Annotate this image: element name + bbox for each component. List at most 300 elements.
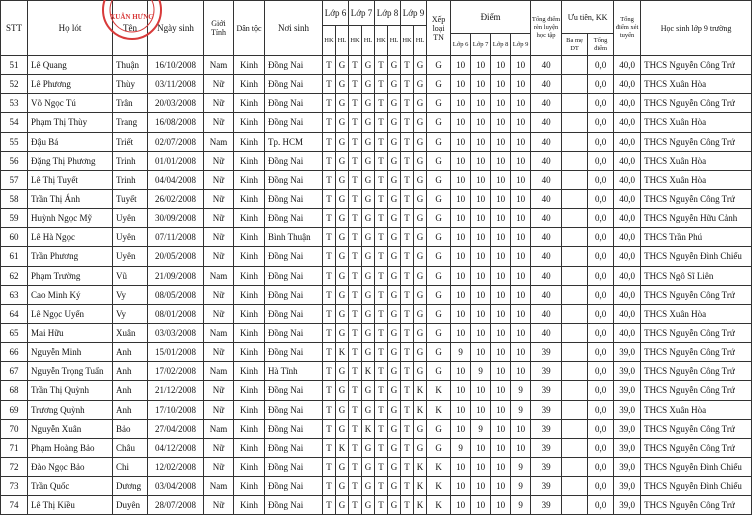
cell-stt: 69: [1, 400, 28, 419]
cell-diem-lop9: 10: [511, 285, 531, 304]
cell-lop6-hl: G: [336, 247, 349, 266]
cell-lop9-hk: T: [401, 419, 414, 438]
cell-diem-lop7: 10: [471, 457, 491, 476]
cell-diem-lop6: 10: [451, 56, 471, 75]
cell-truong: THCS Nguyễn Hữu Cảnh: [641, 209, 752, 228]
cell-tong-diem-xet-tuyen: 40,0: [614, 209, 641, 228]
cell-noi-sinh: Đồng Nai: [265, 189, 323, 208]
cell-lop6-hk: T: [323, 247, 336, 266]
cell-lop9-hk: T: [401, 496, 414, 515]
cell-tong-diem-uu-tien: 0,0: [588, 477, 614, 496]
cell-tong-diem-uu-tien: 0,0: [588, 113, 614, 132]
table-row: [1, 209, 752, 228]
cell-diem-lop9: 10: [511, 209, 531, 228]
cell-tong-diem-xet-tuyen: 40,0: [614, 151, 641, 170]
cell-diem-lop7: 10: [471, 132, 491, 151]
cell-stt: 52: [1, 75, 28, 94]
cell-truong: THCS Nguyễn Công Trứ: [641, 285, 752, 304]
cell-lop6-hl: G: [336, 228, 349, 247]
cell-gioi-tinh: Nữ: [204, 228, 234, 247]
cell-tong-diem-ren-luyen: 40: [531, 304, 562, 323]
cell-stt: 65: [1, 323, 28, 342]
cell-xep-loai-tn: G: [427, 285, 451, 304]
cell-lop6-hk: T: [323, 132, 336, 151]
cell-lop7-hk: T: [349, 477, 362, 496]
cell-gioi-tinh: Nam: [204, 266, 234, 285]
cell-lop8-hl: G: [388, 132, 401, 151]
cell-diem-lop8: 10: [491, 56, 511, 75]
cell-ba-me-dt: [562, 419, 588, 438]
cell-diem-lop7: 10: [471, 496, 491, 515]
cell-diem-lop9: 10: [511, 132, 531, 151]
cell-dan-toc: Kinh: [234, 323, 265, 342]
cell-lop8-hl: G: [388, 362, 401, 381]
cell-lop9-hk: T: [401, 56, 414, 75]
cell-diem-lop7: 10: [471, 113, 491, 132]
cell-lop7-hl: G: [362, 304, 375, 323]
cell-diem-lop9: 9: [511, 400, 531, 419]
cell-xep-loai-tn: G: [427, 94, 451, 113]
cell-tong-diem-ren-luyen: 40: [531, 189, 562, 208]
cell-lop6-hk: T: [323, 381, 336, 400]
cell-diem-lop6: 10: [451, 323, 471, 342]
cell-lop9-hl: G: [414, 438, 427, 457]
cell-tong-diem-uu-tien: 0,0: [588, 247, 614, 266]
cell-lop8-hl: G: [388, 266, 401, 285]
cell-ngay-sinh: 20/05/2008: [148, 247, 204, 266]
cell-lop6-hk: T: [323, 75, 336, 94]
cell-noi-sinh: Đồng Nai: [265, 170, 323, 189]
cell-lop9-hk: T: [401, 343, 414, 362]
cell-ba-me-dt: [562, 209, 588, 228]
cell-dan-toc: Kinh: [234, 75, 265, 94]
cell-ten: Anh: [113, 400, 148, 419]
cell-ngay-sinh: 12/02/2008: [148, 457, 204, 476]
cell-lop7-hk: T: [349, 75, 362, 94]
cell-lop7-hl: G: [362, 113, 375, 132]
cell-ngay-sinh: 04/12/2008: [148, 438, 204, 457]
header-stt: STT: [1, 1, 28, 56]
cell-lop8-hk: T: [375, 151, 388, 170]
cell-diem-lop7: 10: [471, 170, 491, 189]
cell-dan-toc: Kinh: [234, 400, 265, 419]
cell-ba-me-dt: [562, 400, 588, 419]
cell-lop8-hl: G: [388, 285, 401, 304]
cell-ba-me-dt: [562, 477, 588, 496]
cell-lop7-hk: T: [349, 343, 362, 362]
cell-diem-lop8: 10: [491, 228, 511, 247]
cell-ten: Châu: [113, 438, 148, 457]
cell-gioi-tinh: Nữ: [204, 343, 234, 362]
cell-ba-me-dt: [562, 285, 588, 304]
cell-lop9-hl: K: [414, 477, 427, 496]
cell-tong-diem-xet-tuyen: 40,0: [614, 94, 641, 113]
cell-ten: Trinh: [113, 151, 148, 170]
cell-tong-diem-ren-luyen: 40: [531, 209, 562, 228]
cell-ngay-sinh: 28/07/2008: [148, 496, 204, 515]
cell-diem-lop9: 9: [511, 477, 531, 496]
cell-lop9-hk: T: [401, 304, 414, 323]
cell-lop9-hl: G: [414, 362, 427, 381]
cell-diem-lop9: 10: [511, 56, 531, 75]
cell-tong-diem-xet-tuyen: 40,0: [614, 170, 641, 189]
cell-lop6-hk: T: [323, 438, 336, 457]
cell-lop9-hl: G: [414, 209, 427, 228]
cell-lop8-hl: G: [388, 113, 401, 132]
table-row: [1, 170, 752, 189]
cell-lop7-hl: G: [362, 457, 375, 476]
cell-lop6-hk: T: [323, 400, 336, 419]
cell-lop9-hl: K: [414, 496, 427, 515]
table-row: [1, 400, 752, 419]
cell-lop8-hl: G: [388, 304, 401, 323]
cell-xep-loai-tn: G: [427, 113, 451, 132]
cell-tong-diem-uu-tien: 0,0: [588, 94, 614, 113]
header-dan-toc: Dân tộc: [234, 1, 265, 56]
cell-lop9-hk: T: [401, 170, 414, 189]
cell-noi-sinh: Đồng Nai: [265, 304, 323, 323]
table-row: [1, 477, 752, 496]
cell-lop6-hl: G: [336, 189, 349, 208]
cell-lop6-hl: G: [336, 304, 349, 323]
cell-diem-lop6: 10: [451, 228, 471, 247]
cell-ho-lot: Cao Minh Ký: [28, 285, 113, 304]
cell-stt: 54: [1, 113, 28, 132]
cell-gioi-tinh: Nữ: [204, 400, 234, 419]
cell-tong-diem-ren-luyen: 40: [531, 247, 562, 266]
cell-ba-me-dt: [562, 151, 588, 170]
cell-lop8-hl: G: [388, 170, 401, 189]
cell-lop8-hk: T: [375, 266, 388, 285]
cell-lop9-hl: G: [414, 189, 427, 208]
cell-lop6-hk: T: [323, 323, 336, 342]
cell-tong-diem-uu-tien: 0,0: [588, 304, 614, 323]
cell-tong-diem-xet-tuyen: 39,0: [614, 496, 641, 515]
cell-ba-me-dt: [562, 362, 588, 381]
cell-gioi-tinh: Nữ: [204, 209, 234, 228]
cell-truong: THCS Nguyễn Công Trứ: [641, 362, 752, 381]
header-lop6-hl: HL: [336, 26, 349, 56]
cell-lop9-hl: K: [414, 400, 427, 419]
cell-dan-toc: Kinh: [234, 285, 265, 304]
cell-lop8-hk: T: [375, 438, 388, 457]
cell-lop7-hl: G: [362, 209, 375, 228]
cell-noi-sinh: Đồng Nai: [265, 209, 323, 228]
cell-lop7-hl: G: [362, 228, 375, 247]
cell-lop8-hl: G: [388, 151, 401, 170]
cell-ba-me-dt: [562, 132, 588, 151]
cell-diem-lop7: 10: [471, 94, 491, 113]
cell-gioi-tinh: Nữ: [204, 247, 234, 266]
cell-diem-lop9: 9: [511, 496, 531, 515]
cell-lop7-hl: G: [362, 132, 375, 151]
cell-lop6-hk: T: [323, 56, 336, 75]
cell-lop7-hl: G: [362, 266, 375, 285]
cell-dan-toc: Kinh: [234, 151, 265, 170]
cell-noi-sinh: Đồng Nai: [265, 381, 323, 400]
cell-truong: THCS Nguyễn Công Trứ: [641, 132, 752, 151]
header-lop8-hk: HK: [375, 26, 388, 56]
cell-dan-toc: Kinh: [234, 228, 265, 247]
cell-diem-lop8: 10: [491, 132, 511, 151]
cell-lop7-hl: K: [362, 362, 375, 381]
cell-ten: Bảo: [113, 419, 148, 438]
cell-ngay-sinh: 01/01/2008: [148, 151, 204, 170]
cell-diem-lop8: 10: [491, 285, 511, 304]
cell-xep-loai-tn: G: [427, 343, 451, 362]
cell-dan-toc: Kinh: [234, 113, 265, 132]
cell-tong-diem-xet-tuyen: 39,0: [614, 438, 641, 457]
cell-lop9-hl: G: [414, 170, 427, 189]
cell-lop7-hk: T: [349, 56, 362, 75]
cell-gioi-tinh: Nữ: [204, 457, 234, 476]
cell-truong: THCS Xuân Hòa: [641, 151, 752, 170]
cell-lop6-hl: G: [336, 151, 349, 170]
cell-lop7-hl: G: [362, 94, 375, 113]
cell-lop7-hk: T: [349, 419, 362, 438]
table-row: [1, 94, 752, 113]
cell-stt: 67: [1, 362, 28, 381]
cell-diem-lop8: 10: [491, 362, 511, 381]
cell-ho-lot: Nguyễn Minh: [28, 343, 113, 362]
cell-lop8-hl: G: [388, 438, 401, 457]
cell-lop6-hl: G: [336, 266, 349, 285]
cell-diem-lop9: 10: [511, 419, 531, 438]
header-gioi-tinh: Giới Tính: [204, 1, 234, 56]
table-row: [1, 343, 752, 362]
cell-dan-toc: Kinh: [234, 457, 265, 476]
cell-ngay-sinh: 21/09/2008: [148, 266, 204, 285]
cell-ho-lot: Trần Phương: [28, 247, 113, 266]
cell-lop9-hk: T: [401, 113, 414, 132]
cell-ho-lot: Đậu Bá: [28, 132, 113, 151]
cell-stt: 60: [1, 228, 28, 247]
cell-diem-lop6: 10: [451, 419, 471, 438]
header-lop7-hl: HL: [362, 26, 375, 56]
cell-lop8-hk: T: [375, 209, 388, 228]
cell-ba-me-dt: [562, 323, 588, 342]
cell-ngay-sinh: 26/02/2008: [148, 189, 204, 208]
cell-diem-lop6: 10: [451, 247, 471, 266]
cell-ten: Trân: [113, 94, 148, 113]
cell-gioi-tinh: Nam: [204, 362, 234, 381]
cell-diem-lop7: 10: [471, 323, 491, 342]
cell-lop6-hk: T: [323, 419, 336, 438]
cell-gioi-tinh: Nữ: [204, 189, 234, 208]
cell-stt: 62: [1, 266, 28, 285]
cell-lop6-hk: T: [323, 228, 336, 247]
cell-dan-toc: Kinh: [234, 477, 265, 496]
header-lop7-hk: HK: [349, 26, 362, 56]
cell-truong: THCS Nguyễn Công Trứ: [641, 189, 752, 208]
cell-diem-lop6: 10: [451, 113, 471, 132]
cell-diem-lop9: 10: [511, 113, 531, 132]
cell-lop9-hk: T: [401, 75, 414, 94]
cell-lop9-hl: G: [414, 113, 427, 132]
cell-lop7-hk: T: [349, 304, 362, 323]
cell-lop9-hk: T: [401, 362, 414, 381]
cell-lop9-hk: T: [401, 189, 414, 208]
cell-ba-me-dt: [562, 56, 588, 75]
cell-diem-lop7: 10: [471, 209, 491, 228]
cell-tong-diem-xet-tuyen: 40,0: [614, 323, 641, 342]
table-row: [1, 56, 752, 75]
cell-lop8-hk: T: [375, 247, 388, 266]
cell-ho-lot: Trương Quỳnh: [28, 400, 113, 419]
cell-ngay-sinh: 03/11/2008: [148, 75, 204, 94]
header-noi-sinh: Nơi sinh: [265, 1, 323, 56]
header-diem-lop9: Lớp 9: [511, 34, 531, 56]
cell-ten: Triết: [113, 132, 148, 151]
cell-lop9-hk: T: [401, 266, 414, 285]
cell-diem-lop6: 10: [451, 132, 471, 151]
cell-gioi-tinh: Nữ: [204, 496, 234, 515]
cell-xep-loai-tn: G: [427, 151, 451, 170]
cell-lop7-hk: T: [349, 285, 362, 304]
cell-tong-diem-xet-tuyen: 40,0: [614, 75, 641, 94]
cell-gioi-tinh: Nam: [204, 323, 234, 342]
cell-truong: THCS Nguyễn Công Trứ: [641, 381, 752, 400]
cell-lop9-hk: T: [401, 94, 414, 113]
cell-ten: Trinh: [113, 170, 148, 189]
cell-noi-sinh: Đồng Nai: [265, 113, 323, 132]
cell-gioi-tinh: Nữ: [204, 75, 234, 94]
cell-ba-me-dt: [562, 496, 588, 515]
cell-lop8-hl: G: [388, 400, 401, 419]
cell-diem-lop6: 10: [451, 189, 471, 208]
cell-lop7-hk: T: [349, 94, 362, 113]
cell-lop9-hk: T: [401, 477, 414, 496]
cell-diem-lop7: 10: [471, 189, 491, 208]
cell-ten: Chi: [113, 457, 148, 476]
table-row: [1, 457, 752, 476]
cell-tong-diem-xet-tuyen: 40,0: [614, 247, 641, 266]
cell-ngay-sinh: 17/10/2008: [148, 400, 204, 419]
cell-diem-lop8: 10: [491, 496, 511, 515]
cell-diem-lop9: 9: [511, 457, 531, 476]
cell-tong-diem-uu-tien: 0,0: [588, 170, 614, 189]
cell-ten: Uyên: [113, 247, 148, 266]
table-row: [1, 438, 752, 457]
cell-ho-lot: Phạm Trường: [28, 266, 113, 285]
cell-diem-lop9: 10: [511, 343, 531, 362]
cell-diem-lop8: 10: [491, 323, 511, 342]
table-row: [1, 151, 752, 170]
table-row: [1, 266, 752, 285]
cell-lop8-hk: T: [375, 75, 388, 94]
cell-dan-toc: Kinh: [234, 362, 265, 381]
cell-diem-lop9: 10: [511, 438, 531, 457]
cell-xep-loai-tn: K: [427, 477, 451, 496]
cell-diem-lop7: 10: [471, 56, 491, 75]
cell-tong-diem-xet-tuyen: 39,0: [614, 381, 641, 400]
cell-lop8-hk: T: [375, 113, 388, 132]
cell-xep-loai-tn: G: [427, 189, 451, 208]
cell-lop6-hl: G: [336, 323, 349, 342]
header-tong-diem: Tổng điểm: [588, 34, 614, 56]
header-diem-lop6: Lớp 6: [451, 34, 471, 56]
cell-xep-loai-tn: G: [427, 419, 451, 438]
cell-ho-lot: Lê Ngọc Uyển: [28, 304, 113, 323]
cell-diem-lop9: 10: [511, 94, 531, 113]
cell-tong-diem-uu-tien: 0,0: [588, 496, 614, 515]
cell-lop7-hk: T: [349, 189, 362, 208]
cell-lop7-hk: T: [349, 457, 362, 476]
cell-lop9-hk: T: [401, 151, 414, 170]
cell-xep-loai-tn: G: [427, 247, 451, 266]
cell-tong-diem-ren-luyen: 39: [531, 381, 562, 400]
cell-stt: 72: [1, 457, 28, 476]
cell-ten: Anh: [113, 381, 148, 400]
cell-noi-sinh: Đồng Nai: [265, 457, 323, 476]
cell-tong-diem-xet-tuyen: 39,0: [614, 457, 641, 476]
cell-stt: 70: [1, 419, 28, 438]
cell-lop6-hl: G: [336, 75, 349, 94]
cell-noi-sinh: Đồng Nai: [265, 75, 323, 94]
cell-diem-lop6: 10: [451, 400, 471, 419]
cell-dan-toc: Kinh: [234, 381, 265, 400]
cell-noi-sinh: Đồng Nai: [265, 438, 323, 457]
table-row: [1, 419, 752, 438]
cell-lop9-hk: T: [401, 228, 414, 247]
cell-tong-diem-ren-luyen: 39: [531, 362, 562, 381]
cell-lop9-hl: G: [414, 132, 427, 151]
cell-tong-diem-uu-tien: 0,0: [588, 228, 614, 247]
cell-ngay-sinh: 02/07/2008: [148, 132, 204, 151]
cell-gioi-tinh: Nữ: [204, 285, 234, 304]
cell-lop7-hl: G: [362, 285, 375, 304]
cell-xep-loai-tn: G: [427, 228, 451, 247]
cell-lop8-hl: G: [388, 419, 401, 438]
cell-ho-lot: Trần Thị Quỳnh: [28, 381, 113, 400]
cell-stt: 57: [1, 170, 28, 189]
cell-lop9-hl: G: [414, 151, 427, 170]
cell-tong-diem-uu-tien: 0,0: [588, 457, 614, 476]
cell-noi-sinh: Đồng Nai: [265, 285, 323, 304]
cell-truong: THCS Xuân Hòa: [641, 400, 752, 419]
cell-lop7-hl: G: [362, 323, 375, 342]
cell-lop9-hk: T: [401, 132, 414, 151]
cell-truong: THCS Nguyễn Đình Chiểu: [641, 477, 752, 496]
cell-noi-sinh: Đồng Nai: [265, 419, 323, 438]
cell-tong-diem-ren-luyen: 39: [531, 438, 562, 457]
cell-lop6-hl: K: [336, 343, 349, 362]
cell-dan-toc: Kinh: [234, 266, 265, 285]
cell-ten: Anh: [113, 362, 148, 381]
cell-ngay-sinh: 03/04/2008: [148, 477, 204, 496]
cell-dan-toc: Kinh: [234, 438, 265, 457]
cell-gioi-tinh: Nữ: [204, 304, 234, 323]
cell-tong-diem-xet-tuyen: 39,0: [614, 362, 641, 381]
cell-diem-lop8: 10: [491, 151, 511, 170]
cell-noi-sinh: Đồng Nai: [265, 247, 323, 266]
cell-gioi-tinh: Nữ: [204, 113, 234, 132]
cell-truong: THCS Trần Phú: [641, 228, 752, 247]
cell-ngay-sinh: 16/08/2008: [148, 113, 204, 132]
cell-ten: Vy: [113, 304, 148, 323]
table-row: [1, 496, 752, 515]
cell-tong-diem-xet-tuyen: 40,0: [614, 132, 641, 151]
cell-lop9-hl: G: [414, 56, 427, 75]
cell-lop8-hk: T: [375, 343, 388, 362]
cell-lop8-hk: T: [375, 56, 388, 75]
cell-lop8-hl: G: [388, 189, 401, 208]
cell-truong: THCS Nguyễn Công Trứ: [641, 343, 752, 362]
cell-stt: 56: [1, 151, 28, 170]
cell-xep-loai-tn: G: [427, 132, 451, 151]
cell-truong: THCS Nguyễn Đình Chiểu: [641, 457, 752, 476]
cell-diem-lop6: 10: [451, 266, 471, 285]
